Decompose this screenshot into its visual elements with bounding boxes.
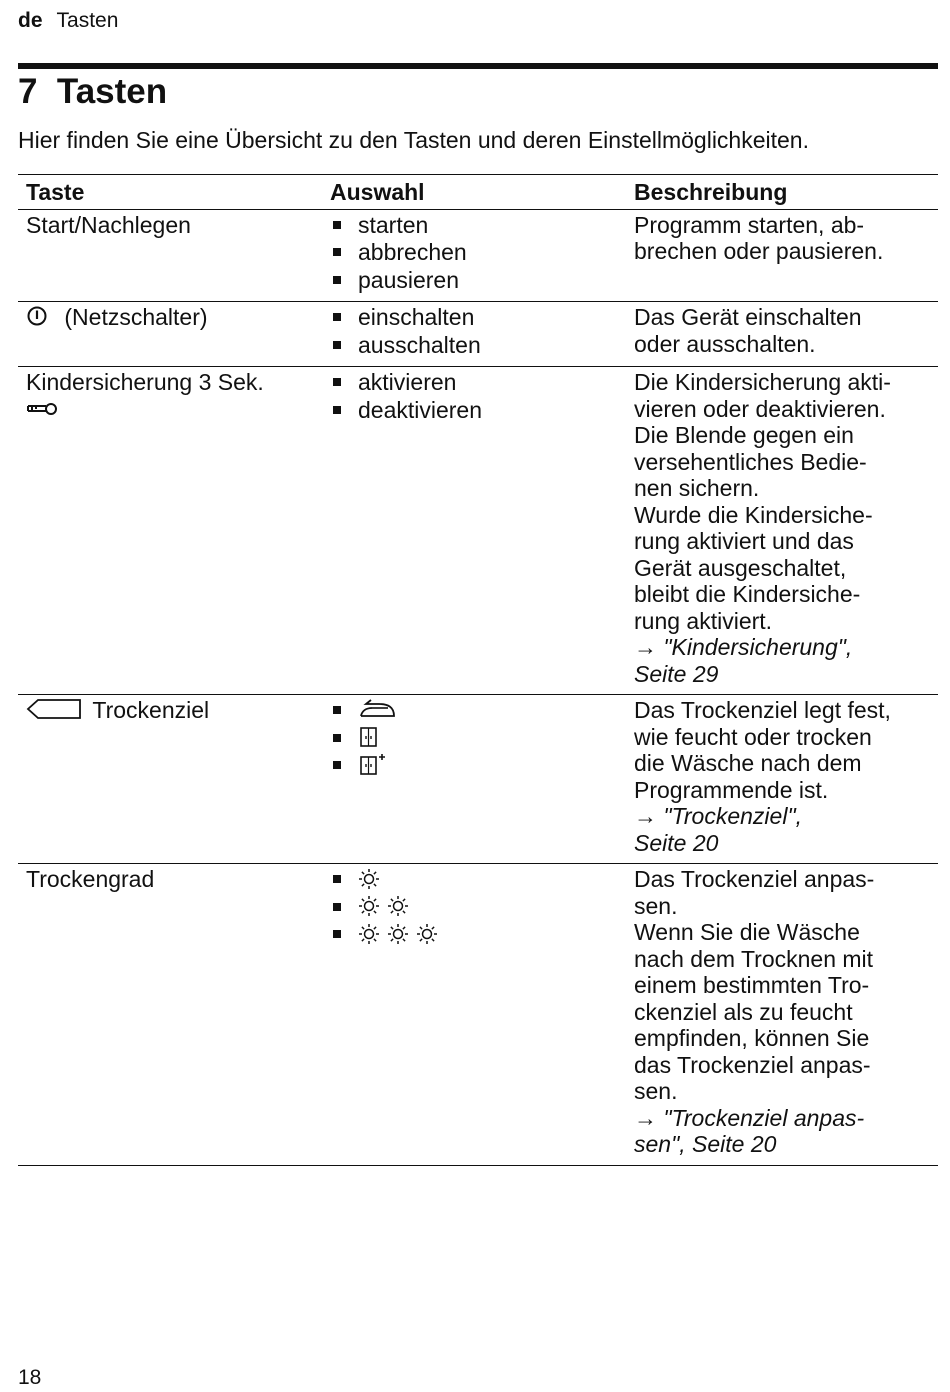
table-header-row bbox=[18, 175, 938, 210]
key-cell bbox=[18, 864, 322, 1166]
desc-line: Das Gerät einschalten bbox=[634, 304, 862, 330]
desc-line: versehentliches Bedie- bbox=[634, 448, 867, 475]
desc-line: rung aktiviert und das bbox=[634, 528, 854, 554]
description-cell bbox=[626, 695, 938, 864]
sun-3-icon bbox=[358, 922, 445, 951]
language-code: de bbox=[18, 9, 43, 32]
arrow-icon: → bbox=[634, 1104, 657, 1131]
desc-line: sen. bbox=[634, 1078, 678, 1104]
list-item: aktivieren bbox=[330, 369, 620, 397]
list-item: starten bbox=[330, 212, 620, 240]
desc-line: wie feucht oder trocken bbox=[634, 723, 872, 750]
key-label: Start/Nachlegen bbox=[26, 211, 191, 238]
list-item bbox=[330, 894, 620, 922]
desc-line: oder ausschalten. bbox=[634, 330, 816, 357]
desc-line: Wurde die Kindersiche- bbox=[634, 501, 873, 528]
sun-2-icon bbox=[358, 894, 416, 923]
header-section: Tasten bbox=[56, 9, 119, 32]
list-item bbox=[330, 725, 620, 753]
list-item: deaktivieren bbox=[330, 397, 620, 425]
button-outline-icon bbox=[26, 698, 82, 726]
key-label: Trockenziel bbox=[92, 697, 210, 723]
desc-line: bleibt die Kindersiche- bbox=[634, 581, 861, 607]
list-item: abbrechen bbox=[330, 239, 620, 267]
desc-line: die Wäsche nach dem bbox=[634, 750, 862, 776]
cross-reference-page[interactable]: Seite 29 bbox=[634, 660, 719, 687]
description-cell bbox=[626, 209, 938, 302]
iron-dry-icon bbox=[358, 698, 398, 726]
desc-line: rung aktiviert. bbox=[634, 607, 773, 634]
cross-reference-page[interactable]: Seite 20 bbox=[634, 829, 719, 856]
header-rule bbox=[18, 63, 938, 69]
key-label: Trockengrad bbox=[26, 866, 155, 892]
desc-line: nach dem Trocknen mit bbox=[634, 945, 874, 972]
list-item: pausieren bbox=[330, 267, 620, 295]
list-item bbox=[330, 752, 620, 780]
sun-1-icon bbox=[358, 867, 387, 896]
desc-line: Das Trockenziel anpas- bbox=[634, 866, 875, 892]
buttons-table bbox=[18, 174, 938, 1166]
column-header-beschreibung: Beschreibung bbox=[626, 175, 938, 210]
list-item: ausschalten bbox=[330, 332, 620, 360]
running-header bbox=[18, 9, 118, 33]
desc-line: Programm starten, ab- bbox=[634, 211, 865, 238]
description-cell bbox=[626, 367, 938, 695]
cupboard-dry-plus-icon bbox=[358, 753, 390, 781]
options-cell bbox=[322, 302, 626, 367]
key-label: Kindersicherung 3 Sek. bbox=[26, 369, 264, 395]
desc-line: Die Blende gegen ein bbox=[634, 422, 854, 448]
list-item bbox=[330, 866, 620, 894]
cross-reference[interactable]: → "Kindersicherung", bbox=[634, 634, 853, 660]
desc-line: ckenziel als zu feucht bbox=[634, 998, 853, 1025]
options-cell bbox=[322, 209, 626, 302]
list-item bbox=[330, 921, 620, 949]
table-row bbox=[18, 302, 938, 367]
cross-reference[interactable]: → "Trockenziel", bbox=[634, 803, 802, 829]
desc-line: Gerät ausgeschaltet, bbox=[634, 554, 847, 581]
desc-line: vieren oder deaktivieren. bbox=[634, 395, 886, 422]
table-row bbox=[18, 864, 938, 1166]
cross-reference[interactable]: → "Trockenziel anpas- bbox=[634, 1104, 865, 1131]
arrow-icon: → bbox=[634, 803, 657, 829]
power-icon bbox=[26, 305, 48, 333]
options-cell bbox=[322, 367, 626, 695]
cross-reference-page[interactable]: sen", Seite 20 bbox=[634, 1131, 777, 1157]
column-header-taste: Taste bbox=[18, 175, 322, 210]
intro-text: Hier finden Sie eine Übersicht zu den Tasten und deren Einstellmöglichkeiten. bbox=[18, 127, 809, 153]
page-title: 7 Tasten bbox=[18, 72, 168, 111]
desc-line: einem bestimmten Tro- bbox=[634, 972, 870, 998]
key-icon bbox=[26, 397, 60, 424]
key-cell bbox=[18, 302, 322, 367]
desc-line: sen. bbox=[634, 892, 678, 919]
table-row bbox=[18, 367, 938, 695]
desc-line: Das Trockenziel legt fest, bbox=[634, 697, 891, 723]
description-cell bbox=[626, 864, 938, 1166]
key-cell bbox=[18, 209, 322, 302]
desc-line: empfinden, können Sie bbox=[634, 1025, 870, 1051]
desc-line: nen sichern. bbox=[634, 475, 760, 501]
page-number: 18 bbox=[18, 1366, 42, 1389]
key-label: (Netzschalter) bbox=[64, 304, 208, 330]
list-item bbox=[330, 697, 620, 725]
description-cell bbox=[626, 302, 938, 367]
desc-line: Programmende ist. bbox=[634, 776, 829, 803]
desc-line: Wenn Sie die Wäsche bbox=[634, 919, 860, 945]
column-header-auswahl: Auswahl bbox=[322, 175, 626, 210]
table-row bbox=[18, 209, 938, 302]
desc-line: brechen oder pausieren. bbox=[634, 238, 884, 264]
desc-line: Die Kindersicherung akti- bbox=[634, 369, 891, 395]
options-cell bbox=[322, 695, 626, 864]
table-row bbox=[18, 695, 938, 864]
arrow-icon: → bbox=[634, 634, 657, 660]
cupboard-dry-icon bbox=[358, 726, 380, 754]
list-item: einschalten bbox=[330, 304, 620, 332]
key-cell bbox=[18, 695, 322, 864]
desc-line: das Trockenziel anpas- bbox=[634, 1051, 871, 1078]
options-cell bbox=[322, 864, 626, 1166]
key-cell bbox=[18, 367, 322, 695]
